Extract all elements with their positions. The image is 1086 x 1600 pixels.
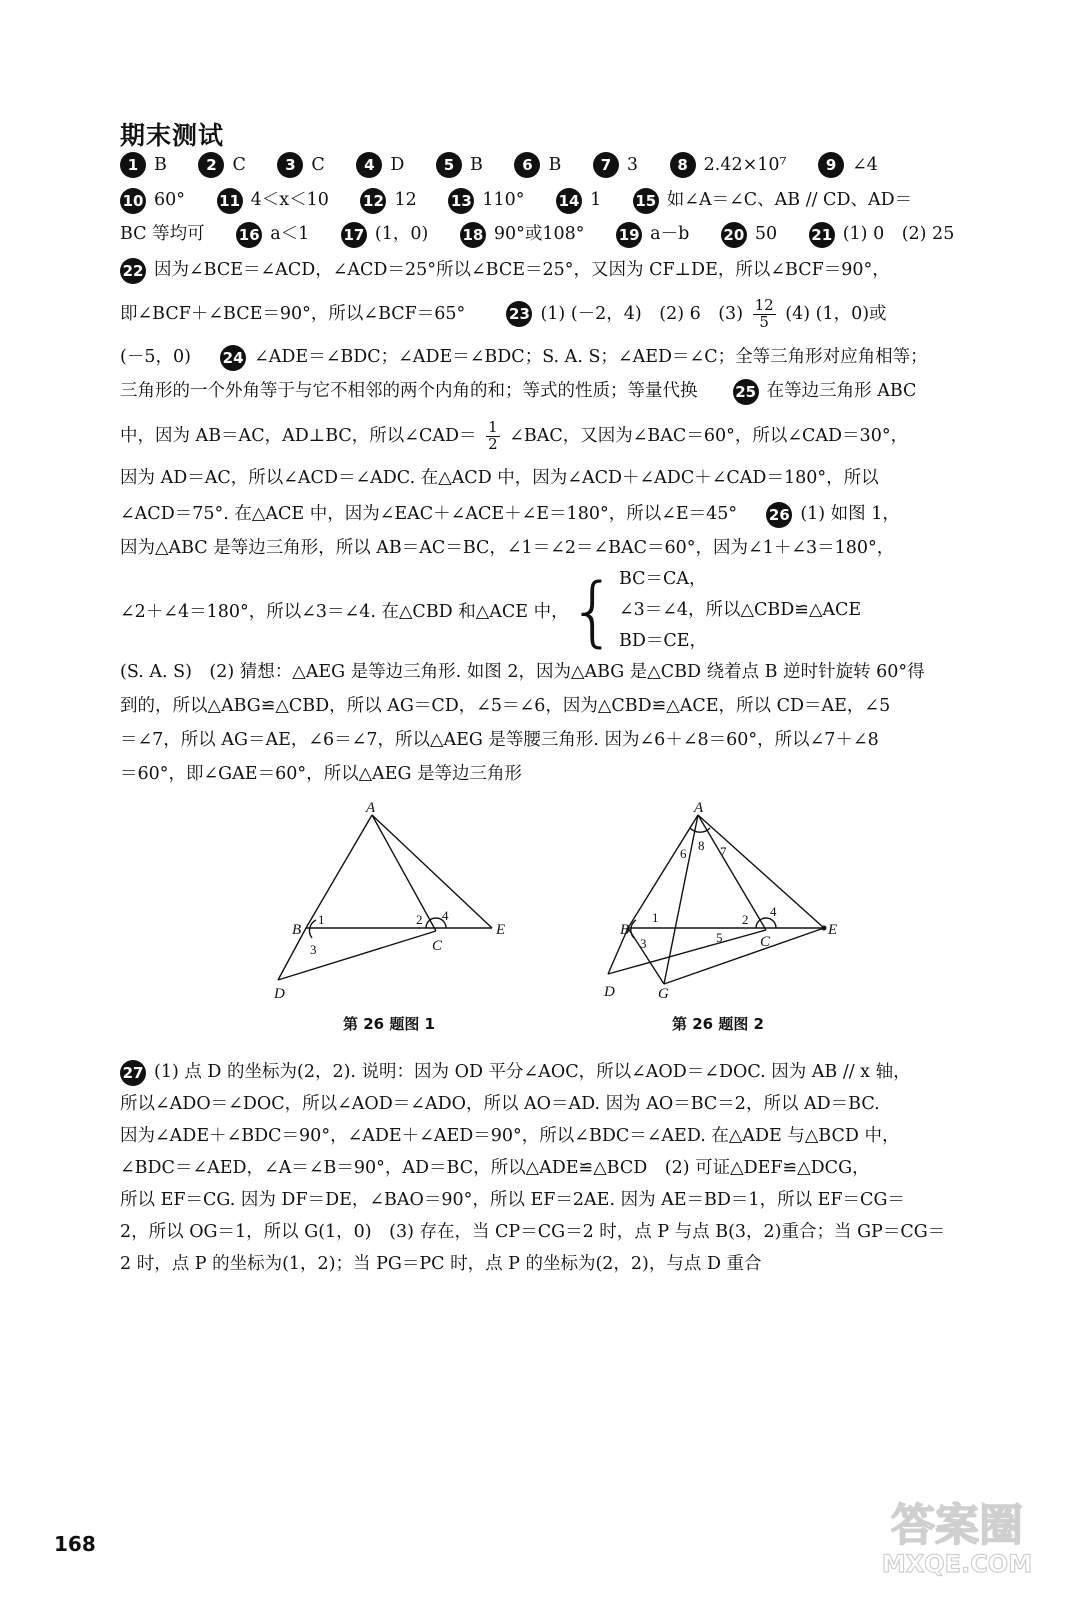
fraction-denominator: 5 (759, 312, 769, 331)
system-line: BC＝CA， (618, 569, 707, 589)
question-badge: 18 (460, 222, 486, 248)
answer-value: D (390, 154, 405, 175)
answer-value: B (470, 154, 483, 175)
watermark-url: MXQE.COM (881, 1550, 1033, 1578)
question-badge: 4 (356, 152, 382, 178)
q27-line-1 (120, 1058, 911, 1086)
segment-AB (628, 815, 698, 928)
figure-2 (600, 798, 850, 1012)
watermark-logo (852, 1492, 1062, 1582)
angle-label-8: 8 (698, 838, 705, 853)
answer-value: a－b (650, 224, 690, 244)
angle-label-1: 1 (652, 910, 659, 925)
q22-line-1 (120, 256, 890, 284)
question-badge: 25 (733, 379, 759, 405)
angle-label-3: 3 (640, 936, 647, 951)
question-badge: 20 (721, 222, 747, 248)
q24-line-1 (120, 343, 928, 371)
answer-value: a＜1 (270, 224, 310, 244)
solution-text: 因为 AD＝AC，所以∠ACD＝∠ADC. 在△ACD 中，因为∠ACD＋∠ADC＋∠CAD＝180°，所以 (120, 468, 879, 488)
answer-item (721, 224, 803, 244)
angle-label-7: 7 (720, 844, 727, 859)
point-label-E: E (828, 922, 838, 938)
answer-value: 2.42×10⁷ (703, 154, 787, 175)
figure-2-diagram (600, 798, 850, 1008)
answer-item (120, 155, 193, 175)
system-line: BD＝CE， (618, 631, 708, 651)
segment-AE (372, 815, 492, 928)
solution-text: 中，因为 AB＝AC，AD⊥BC，所以∠CAD＝ (120, 425, 477, 446)
answer-item (633, 190, 938, 210)
point-label-B: B (620, 922, 630, 938)
point-label-C: C (760, 934, 771, 950)
question-badge: 27 (120, 1060, 146, 1086)
system-line: ∠3＝∠4，所以△CBD≌△ACE (618, 600, 862, 620)
solution-text: (－5，0) (120, 347, 191, 367)
point-label-D: D (274, 986, 285, 1002)
q24-line-2 (120, 377, 916, 405)
answer-value: B (154, 154, 167, 175)
question-badge: 15 (633, 188, 659, 214)
fraction-numerator: 12 (754, 296, 774, 314)
answer-item (818, 155, 904, 175)
q26-line-4 (120, 658, 925, 683)
brace-icon: { (568, 565, 617, 655)
answer-item (514, 155, 587, 175)
point-label-G: G (658, 986, 669, 1002)
answer-item (670, 155, 813, 175)
solution-text: 因为∠ADE＋∠BDC＝90°，∠ADE＋∠AED＝90°，所以∠BDC＝∠AED. 在△ADE 与△BCD 中， (120, 1126, 900, 1146)
solution-text: (S. A. S) (2) 猜想：△AEG 是等边三角形. 如图 2，因为△ABG 是△CBD 绕着点 B 逆时针旋转 60°得 (120, 662, 925, 682)
solution-text: (4) (1，0)或 (785, 303, 887, 324)
solution-text: (1) 如图 1， (800, 504, 900, 524)
answer-continuation: BC 等均可 (120, 224, 205, 244)
q26-line-6 (120, 726, 879, 751)
answer-value: 110° (482, 190, 525, 210)
solution-text: 因为∠BCE＝∠ACD，∠ACD＝25°所以∠BCE＝25°，又因为 CF⊥DE，所以∠BCF＝90°， (154, 260, 890, 280)
point-label-B: B (292, 922, 302, 938)
answer-item (198, 155, 271, 175)
answer-item (360, 190, 442, 210)
q26-line-3 (120, 564, 861, 657)
q26-line-7 (120, 760, 522, 785)
q27-line-4 (120, 1154, 870, 1179)
question-badge: 17 (341, 222, 367, 248)
figure-1-diagram (270, 800, 530, 1010)
point-label-C: C (432, 938, 443, 954)
answer-item (120, 190, 211, 210)
solution-text: 在等边三角形 ABC (766, 381, 917, 401)
answer-value: 1 (590, 190, 602, 210)
answer-item (341, 224, 454, 244)
q25-line-4 (120, 500, 900, 528)
answer-value: B (548, 154, 562, 175)
question-badge: 24 (220, 345, 246, 371)
segment-AC (372, 815, 436, 931)
answer-value: 50 (754, 224, 778, 244)
answer-value: 12 (394, 190, 417, 210)
point-label-A: A (694, 800, 704, 816)
point-label-A: A (366, 800, 376, 816)
answers-row-3 (120, 220, 980, 248)
angle-label-2: 2 (416, 912, 423, 927)
q26-line-2 (120, 534, 894, 559)
question-badge: 10 (120, 188, 146, 214)
angle-label-6: 6 (680, 846, 687, 861)
segment-AE (698, 815, 824, 928)
point-E-dot (822, 926, 827, 931)
answer-value: (1) 0 (2) 25 (842, 224, 955, 244)
solution-text: 到的，所以△ABG≌△CBD，所以 AG＝CD，∠5＝∠6，因为△CBD≌△ACE，所以 CD＝AE，∠5 (120, 696, 891, 716)
question-badge: 9 (818, 152, 844, 178)
question-badge: 6 (514, 152, 540, 178)
answers-row-1 (120, 152, 904, 178)
answer-value: 60° (154, 190, 186, 210)
watermark-title: 答案圈 (891, 1500, 1023, 1551)
question-badge: 8 (670, 152, 696, 178)
solution-text: ∠2＋∠4＝180°，所以∠3＝∠4. 在△CBD 和△ACE 中， (120, 602, 569, 622)
figure-1-caption: 第 26 题图 1 (343, 1015, 435, 1033)
fraction (486, 420, 500, 453)
point-label-D: D (604, 984, 615, 1000)
question-badge: 3 (277, 152, 303, 178)
answer-value: ∠4 (852, 154, 878, 175)
solution-text: ∠ADE＝∠BDC；∠ADE＝∠BDC；S. A. S；∠AED＝∠C；全等三角形对应角相等； (254, 347, 928, 367)
answer-value: C (311, 154, 325, 175)
solution-text: 因为△ABC 是等边三角形，所以 AB＝AC＝BC，∠1＝∠2＝∠BAC＝60°，因为∠1＋∠3＝180°， (120, 538, 895, 558)
answer-value: 4＜x＜10 (250, 190, 329, 210)
segment-DC (608, 930, 766, 974)
figure-2-caption: 第 26 题图 2 (672, 1015, 764, 1033)
question-badge: 21 (809, 222, 835, 248)
segment-AB (306, 815, 372, 928)
point-label-E: E (496, 922, 506, 938)
solution-text: 三角形的一个外角等于与它不相邻的两个内角的和；等式的性质；等量代换 (120, 381, 698, 401)
angle-arc-B (309, 920, 316, 938)
q26-line-5 (120, 692, 890, 717)
page-number: 168 (54, 1532, 96, 1556)
solution-text: 所以∠ADO＝∠DOC，所以∠AOD＝∠ADO，所以 AO＝AD. 因为 AO＝BC＝2，所以 AD＝BC. (120, 1094, 880, 1114)
q25-line-2 (120, 420, 908, 453)
angle-label-3: 3 (310, 942, 317, 957)
angle-label-4: 4 (770, 904, 777, 919)
solution-text: ∠BDC＝∠AED，∠A＝∠B＝90°，AD＝BC，所以△ADE≌△BCD (2) 可证△DEF≌△DCG， (120, 1158, 870, 1178)
fraction (753, 298, 776, 331)
angle-label-4: 4 (442, 908, 449, 923)
fraction-numerator: 1 (488, 418, 498, 436)
answer-item (460, 224, 611, 244)
fraction-denominator: 2 (488, 434, 498, 453)
q22-line-2 (120, 298, 887, 331)
answer-value: (1，0) (374, 224, 429, 244)
solution-text: ＝60°，即∠GAE＝60°，所以△AEG 是等边三角形 (120, 764, 523, 784)
solution-text: (1) 点 D 的坐标为(2，2). 说明：因为 OD 平分∠AOC，所以∠AOD＝∠DOC. 因为 AB // x 轴， (154, 1062, 911, 1082)
solution-text: (1) (－2，4) (2) 6 (3) (540, 303, 744, 324)
solution-text: 即∠BCF＋∠BCE＝90°，所以∠BCF＝65° (120, 303, 466, 324)
answer-value: 3 (626, 154, 639, 175)
question-badge: 13 (448, 188, 474, 214)
answer-value: C (232, 154, 246, 175)
equation-system-row (120, 564, 861, 657)
answer-item (356, 155, 430, 175)
solution-text: ＝∠7，所以 AG＝AE，∠6＝∠7，所以△AEG 是等腰三角形. 因为∠6＋∠8＝60°，所以∠7＋∠8 (120, 730, 879, 750)
answer-item (236, 224, 335, 244)
solution-text: ∠BAC，又因为∠BAC＝60°，所以∠CAD＝30°， (509, 425, 909, 446)
answer-value: 90°或108° (493, 224, 585, 244)
angle-label-2: 2 (742, 912, 749, 927)
question-badge: 5 (436, 152, 462, 178)
question-badge: 2 (198, 152, 224, 178)
question-badge: 12 (360, 188, 386, 214)
question-badge: 16 (236, 222, 262, 248)
solution-text: 2 时，点 P 的坐标为(1，2)；当 PG＝PC 时，点 P 的坐标为(2，2)，与点 D 重合 (120, 1254, 762, 1274)
question-badge: 14 (556, 188, 582, 214)
answer-item (556, 190, 627, 210)
angle-label-1: 1 (318, 912, 325, 927)
answer-item (448, 190, 550, 210)
question-badge: 7 (593, 152, 619, 178)
solution-text: 2，所以 OG＝1，所以 G(1，0) (3) 存在，当 CP＝CG＝2 时，点 P 与点 B(3，2)重合；当 GP＝CG＝ (120, 1222, 946, 1242)
question-badge: 23 (506, 301, 532, 327)
question-badge: 19 (616, 222, 642, 248)
answer-item (436, 155, 509, 175)
angle-label-5: 5 (716, 930, 723, 945)
answer-item (616, 224, 715, 244)
q27-line-3 (120, 1122, 899, 1147)
answer-item (217, 190, 355, 210)
question-badge: 11 (217, 188, 243, 214)
answer-item (809, 224, 981, 244)
q27-line-5 (120, 1186, 905, 1211)
solution-text: ∠ACD＝75°. 在△ACE 中，因为∠EAC＋∠ACE＋∠E＝180°，所以∠E＝45° (120, 504, 738, 524)
question-badge: 1 (120, 152, 146, 178)
segment-AG (664, 815, 698, 984)
q27-line-7 (120, 1250, 762, 1275)
q27-line-2 (120, 1090, 880, 1115)
answer-value: 如∠A＝∠C、AB // CD、AD＝ (666, 190, 913, 210)
segment-DC (278, 931, 436, 980)
equation-system (619, 564, 861, 657)
question-badge: 22 (120, 258, 146, 284)
segment-AC (698, 815, 766, 930)
question-badge: 26 (766, 502, 792, 528)
answers-row-2 (120, 186, 938, 214)
solution-text: 所以 EF＝CG. 因为 DF＝DE，∠BAO＝90°，所以 EF＝2AE. 因为 AE＝BD＝1，所以 EF＝CG＝ (120, 1190, 905, 1210)
figure-1 (270, 800, 530, 1014)
section-title: 期末测试 (120, 121, 225, 150)
answer-item (593, 155, 664, 175)
answer-item (277, 155, 350, 175)
q27-line-6 (120, 1218, 945, 1243)
q25-line-3 (120, 464, 879, 489)
